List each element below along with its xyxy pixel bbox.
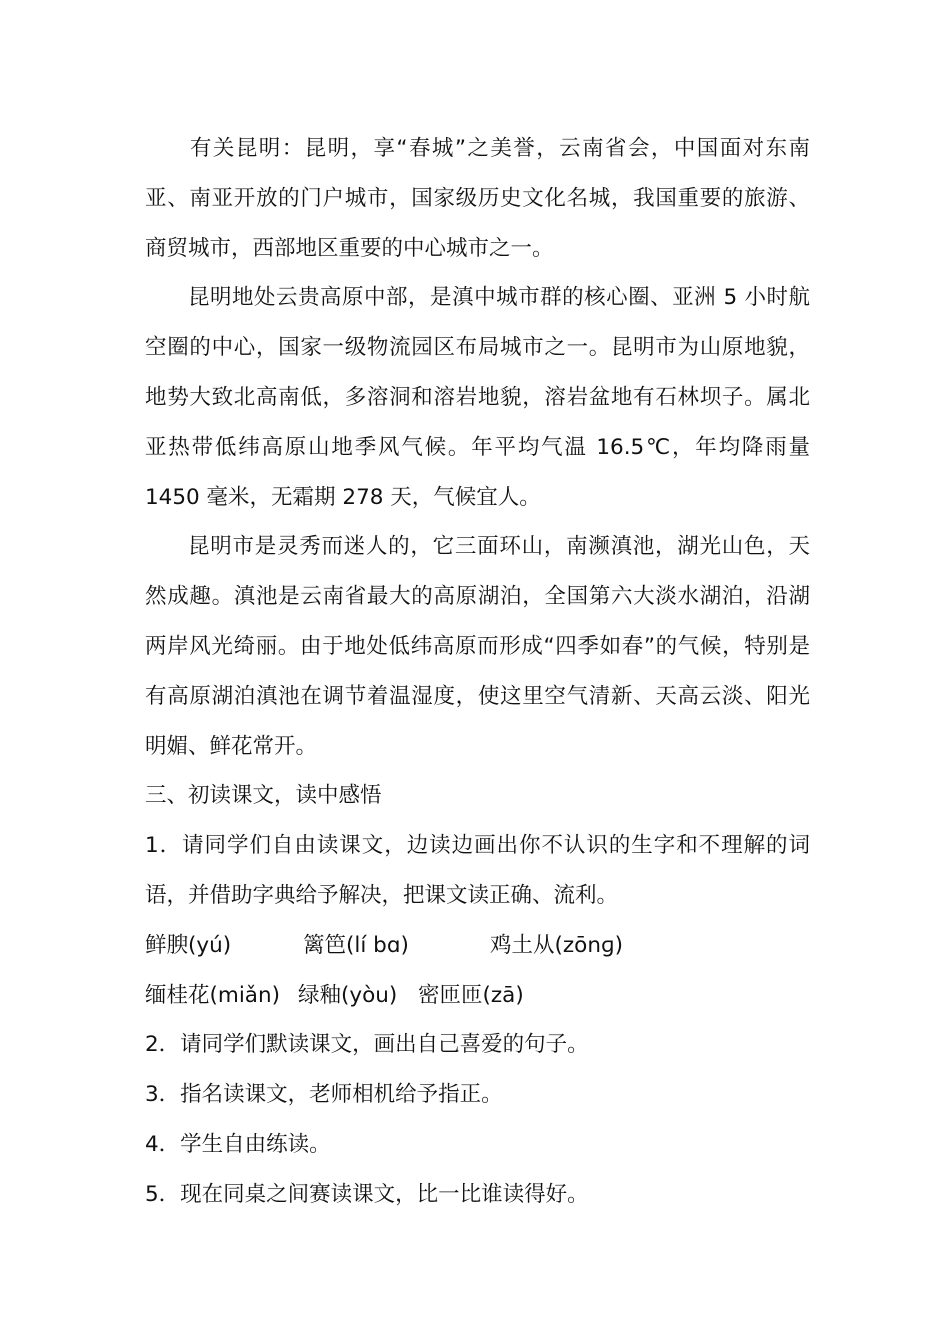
step-4: 4．学生自由练读。 [145,1131,331,1157]
vocab-item: 鸡土从(zōnɡ) [490,932,623,958]
vocab-row-1 [145,921,810,971]
section-heading: 三、初读课文，读中感悟 [145,783,382,809]
vocab-item: 篱笆(lí bɑ) [303,932,409,958]
paragraph-about-kunming: 有关昆明：昆明，享“春城”之美誉，云南省会，中国面对东南亚、南亚开放的门户城市，国家级历史文化名城，我国重要的旅游、商贸城市，西部地区重要的中心城市之一。 [145,136,810,261]
vocab-row-2 [145,971,810,1021]
vocab-item: 密匝匝(zā) [418,982,524,1008]
document-body [145,124,810,1220]
vocab-item: 缅桂花(miǎn) [145,982,280,1008]
step-1: 1．请同学们自由读课文，边读边画出你不认识的生字和不理解的词语，并借助字典给予解决，把课文读正确、流利。 [145,833,810,908]
vocab-item: 鲜腴(yú) [145,932,232,958]
vocab-item: 绿釉(yòu) [298,982,398,1008]
step-5: 5．现在同桌之间赛读课文，比一比谁读得好。 [145,1181,589,1207]
step-3: 3．指名读课文，老师相机给予指正。 [145,1082,503,1108]
paragraph-geography: 昆明地处云贵高原中部，是滇中城市群的核心圈、亚洲 5 小时航空圈的中心，国家一级物流园区布局城市之一。昆明市为山原地貌，地势大致北高南低，多溶洞和溶岩地貌，溶岩盆地有石林坝子。属北亚热带低纬高原山地季风气候。年平均气温 16.5℃，年均降雨量 1450 毫米，无霜期 278 天，气候宜人。 [145,285,810,510]
paragraph-dianchi-lake: 昆明市是灵秀而迷人的，它三面环山，南濒滇池，湖光山色，天然成趣。滇池是云南省最大的高原湖泊，全国第六大淡水湖泊，沿湖两岸风光绮丽。由于地处低纬高原而形成“四季如春”的气候，特别是有高原湖泊滇池在调节着温湿度，使这里空气清新、天高云淡、阳光明媚、鲜花常开。 [145,534,810,759]
step-2: 2．请同学们默读课文，画出自己喜爱的句子。 [145,1032,589,1058]
